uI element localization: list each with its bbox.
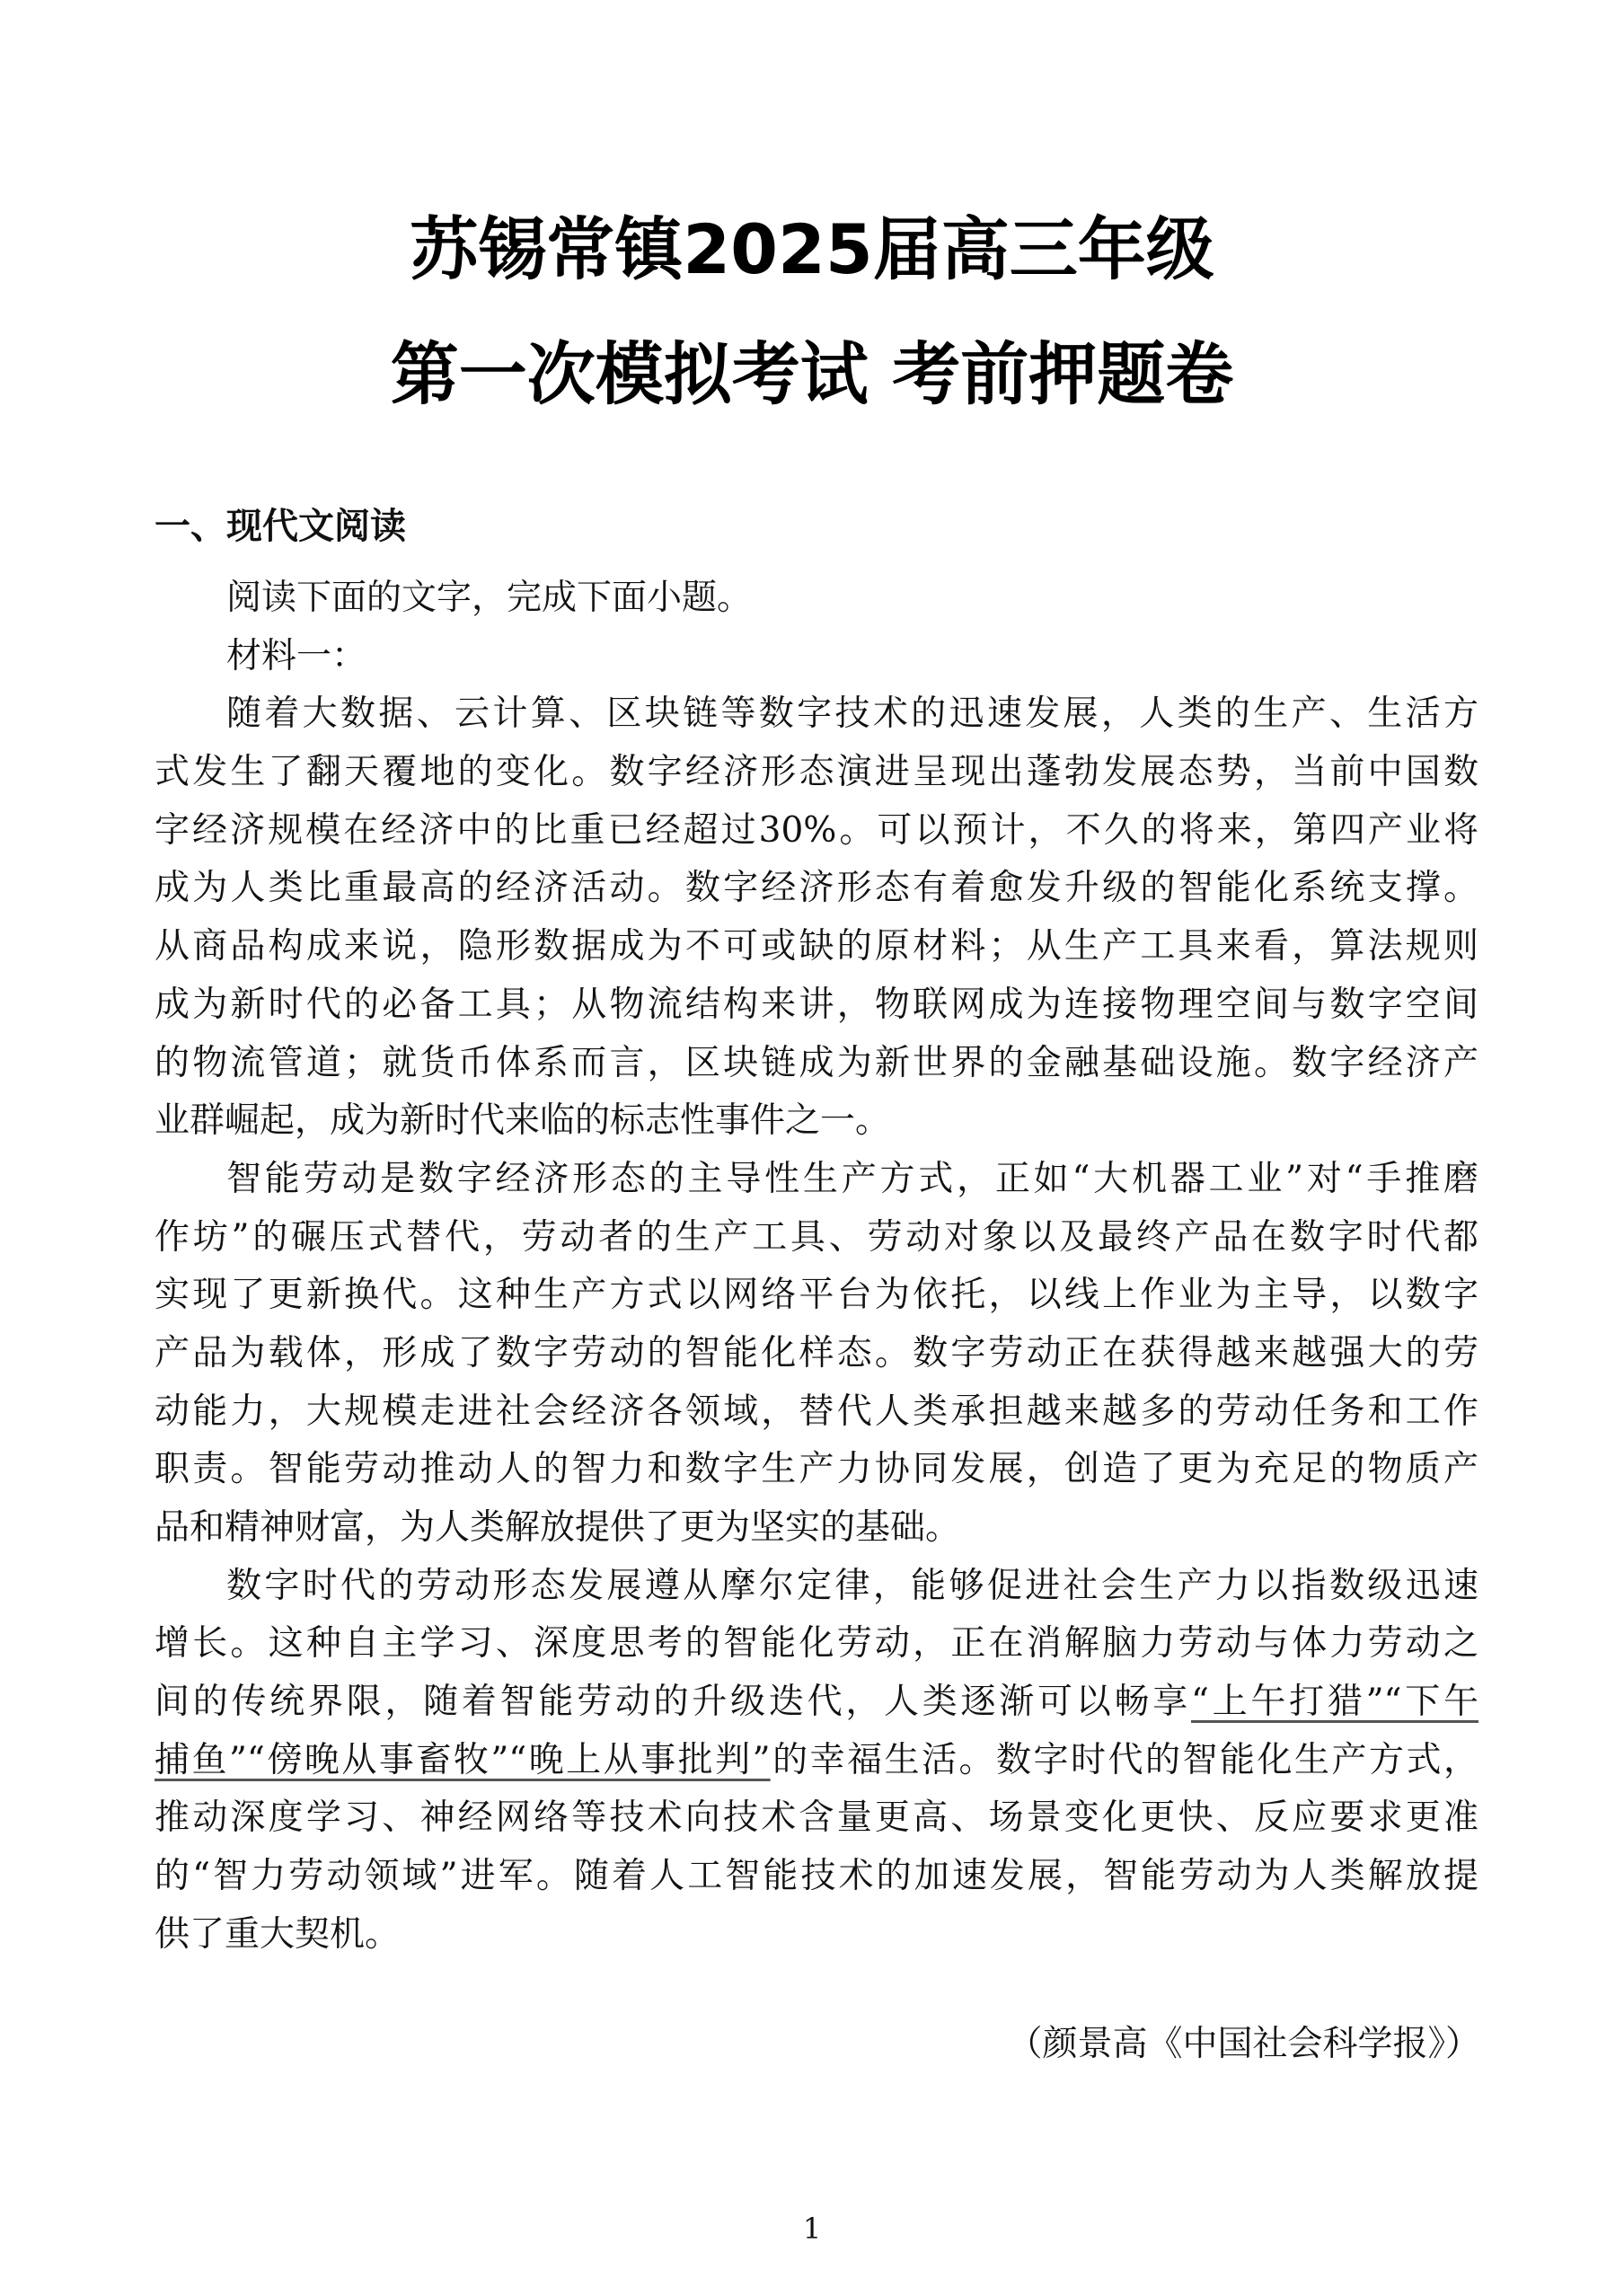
text-line: 从商品构成来说，隐形数据成为不可或缺的原材料；从生产工具来看，算法规则 — [154, 926, 1478, 967]
text-line: 产品为载体，形成了数字劳动的智能化样态。数字劳动正在获得越来越强大的劳 — [154, 1332, 1478, 1373]
text-line: 随着大数据、云计算、区块链等数字技术的迅速发展，人类的生产、生活方 — [226, 693, 1478, 735]
text-segment: 的幸福生活。数字时代的智能化生产方式， — [770, 1739, 1478, 1780]
text-line: 成为人类比重最高的经济活动。数字经济形态有着愈发升级的智能化系统支撑。 — [154, 868, 1478, 909]
text-segment: 间的传统界限，随着智能劳动的升级迭代，人类逐渐可以畅享 — [154, 1682, 1191, 1723]
text-line: 作坊”的碾压式替代，劳动者的生产工具、劳动对象以及最终产品在数字时代都 — [154, 1216, 1478, 1258]
text-line: 动能力，大规模走进社会经济各领域，替代人类承担越来越多的劳动任务和工作 — [154, 1391, 1478, 1432]
text-line: 品和精神财富，为人类解放提供了更为坚实的基础。 — [154, 1507, 961, 1548]
text-line: 智能劳动是数字经济形态的主导性生产方式，正如“大机器工业”对“手推磨 — [226, 1158, 1478, 1199]
text-line: 实现了更新换代。这种生产方式以网络平台为依托，以线上作业为主导，以数字 — [154, 1275, 1478, 1316]
title-line-1: 苏锡常镇2025届高三年级 — [410, 209, 1214, 289]
section-heading: 一、现代文阅读 — [154, 506, 406, 547]
paragraph-1 — [154, 685, 1478, 1151]
paragraph-3 — [154, 1558, 1478, 1965]
paragraph-2 — [154, 1151, 1478, 1558]
text-line: 供了重大契机。 — [154, 1913, 401, 1955]
underlined-phrase: “上午打猎”“下午 — [1190, 1682, 1478, 1723]
text-line: 职责。智能劳动推动人的智力和数字生产力协同发展，创造了更为充足的物质产 — [154, 1449, 1478, 1490]
underlined-phrase: 捕鱼”“傍晚从事畜牧”“晚上从事批判” — [154, 1739, 771, 1780]
text-line: 字经济规模在经济中的比重已经超过30%。可以预计，不久的将来，第四产业将 — [154, 809, 1478, 851]
instruction: 阅读下面的文字，完成下面小题。 — [226, 578, 753, 618]
text-line: 式发生了翻天覆地的变化。数字经济形态演进呈现出蓬勃发展态势，当前中国数 — [154, 752, 1478, 793]
text-line: 成为新时代的必备工具；从物流结构来讲，物联网成为连接物理空间与数字空间 — [154, 984, 1478, 1025]
title-line-2: 第一次模拟考试 考前押题卷 — [390, 334, 1234, 414]
text-line: 增长。这种自主学习、深度思考的智能化劳动，正在消解脑力劳动与体力劳动之 — [154, 1623, 1478, 1665]
material-label: 材料一： — [226, 635, 367, 676]
reading-passage — [154, 570, 1478, 1965]
text-line: 数字时代的劳动形态发展遵从摩尔定律，能够促进社会生产力以指数级迅速 — [226, 1565, 1478, 1606]
page-number: 1 — [802, 2212, 822, 2246]
text-line: 推动深度学习、神经网络等技术向技术含量更高、场景变化更快、反应要求更准 — [154, 1797, 1478, 1839]
text-line: 的物流管道；就货币体系而言，区块链成为新世界的金融基础设施。数字经济产 — [154, 1042, 1478, 1083]
text-line — [154, 1673, 1478, 1732]
text-line: 业群崛起，成为新时代来临的标志性事件之一。 — [154, 1100, 891, 1142]
text-line: 的“智力劳动领域”进军。随着人工智能技术的加速发展，智能劳动为人类解放提 — [154, 1856, 1478, 1897]
text-line — [154, 1732, 1478, 1790]
source-citation: （颜景高《中国社会科学报》） — [1007, 2024, 1480, 2064]
